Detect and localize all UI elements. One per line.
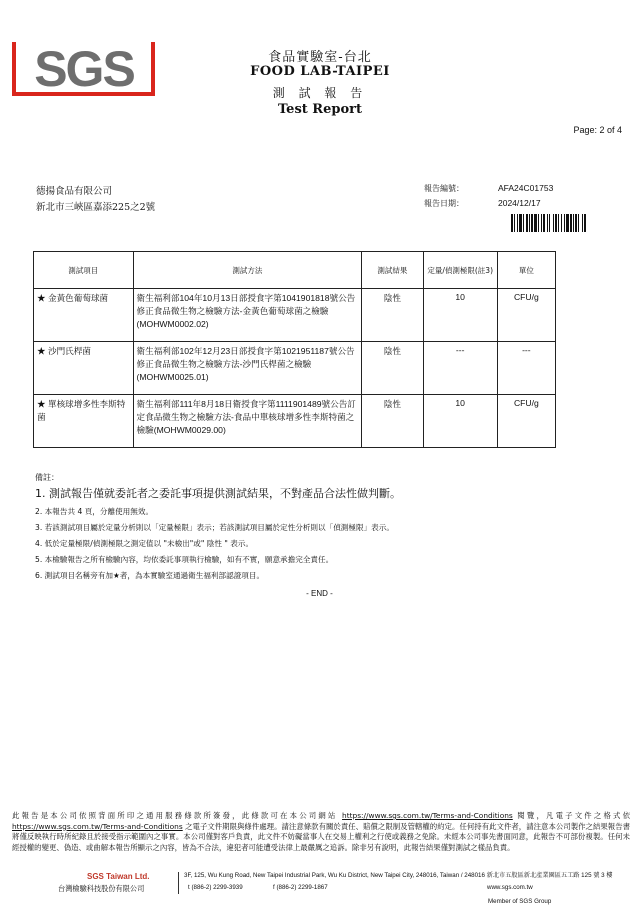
note-item: 4. 低於定量極限/偵測極限之測定值以 "未檢出"或" 陰性 " 表示。 <box>35 539 254 548</box>
barcode-bar <box>517 214 518 232</box>
barcode-bar <box>541 214 542 232</box>
cell-method: 衛生福利部111年8月18日衛授食字第1111901489號公告訂定食品微生物之檢驗方法-食品中單核球增多性李斯特菌之檢驗(MOHWM0029.00) <box>133 395 362 448</box>
footer-tel: t (886-2) 2299-3939 <box>188 884 243 891</box>
footer-company-cn: 台灣檢驗科技股份有限公司 <box>58 884 145 893</box>
header-test-result: 測試結果 <box>362 252 423 289</box>
barcode-bar <box>555 214 557 232</box>
note-item: 6. 測試項目名稱旁有加★者，為本實驗室通過衛生福利部認證項目。 <box>35 571 265 580</box>
cell-result: 陰性 <box>362 395 423 448</box>
report-no-value: AFA24C01753 <box>498 183 554 193</box>
footer-member: Member of SGS Group <box>488 898 552 905</box>
barcode-bar <box>584 214 586 232</box>
footer-address: 3F, 125, Wu Kung Road, New Taipei Industrial Park, Wu Ku District, New Taipei City, 248016, Taiwan / 248016 新北市五股區新北產業園區五工路 125 號 3 樓 <box>184 872 613 879</box>
end-marker: - END - <box>306 589 333 598</box>
terms-link[interactable]: https://www.sgs.com.tw/Terms-and-Conditions <box>12 821 183 831</box>
cell-item: ★ 金黃色葡萄球菌 <box>34 289 134 342</box>
footer-company-en: SGS Taiwan Ltd. <box>87 872 150 881</box>
cell-limit: 10 <box>423 289 497 342</box>
lab-name-cn: 食品實驗室-台北 <box>268 50 372 65</box>
cell-item: ★ 沙門氏桿菌 <box>34 342 134 395</box>
note-item: 3. 若該測試項目屬於定量分析則以「定量極限」表示；若該測試項目屬於定性分析則以「偵測極限」表示。 <box>35 523 394 532</box>
disclaimer-part: 此報告是本公司依照背面所印之通用服務條款所簽發，此條款可在本公司網站 <box>12 811 343 820</box>
lab-name-en: FOOD LAB-TAIPEI <box>250 64 390 79</box>
terms-link[interactable]: https://www.sgs.com.tw/Terms-and-Conditions <box>342 811 513 820</box>
disclaimer-part: 之電子文件期限與條件處理。請注意條款有關於責任、賠償之限制及管轄權的約定。任何持有此文件者，請注意本公司製作之結果報告書將僅反映執行時所紀錄且於接受指示範圍內之事實。本公司僅對客戶負責，此文件不妨礙當事人在交易上權利之行使或義務之免除。未經本公司事先書面同意，此報告不可部份複製。任何未經授權的變更、偽造、或曲解本報告所顯示之內容，皆為不合法，違犯者可能遭受法律上最嚴厲之追訴。除非另有說明，此報告結果僅對測試之樣品負責。 <box>12 821 630 852</box>
cell-result: 陰性 <box>362 289 423 342</box>
report-no-label: 報告編號： <box>424 184 464 193</box>
header-test-method: 測試方法 <box>133 252 362 289</box>
report-title-en: Test Report <box>278 102 362 117</box>
cell-result: 陰性 <box>362 342 423 395</box>
note-item: 2. 本報告共 4 頁，分離使用無效。 <box>35 507 154 516</box>
table-row <box>34 342 556 395</box>
report-title-cn: 測 試 報 告 <box>272 86 368 100</box>
barcode-bar <box>561 214 562 232</box>
results-table <box>33 251 556 448</box>
barcode-bar <box>547 214 548 232</box>
barcode-bar <box>519 214 522 232</box>
barcode <box>511 214 606 232</box>
cell-method: 衛生福利部102年12月23日部授食字第1021951187號公告修正食品微生物之檢驗方法-沙門氏桿菌之檢驗(MOHWM0025.01) <box>133 342 362 395</box>
barcode-bar <box>578 214 579 232</box>
barcode-bar <box>526 214 528 232</box>
cell-unit: CFU/g <box>497 395 555 448</box>
barcode-bar <box>573 214 574 232</box>
cell-limit: --- <box>423 342 497 395</box>
footer-disclaimer <box>12 811 630 853</box>
note-item: 1. 測試報告僅就委託者之委託事項提供測試結果，不對產品合法性做判斷。 <box>35 487 401 500</box>
client-name: 德揚食品有限公司 <box>36 186 113 197</box>
report-date-value: 2024/12/17 <box>498 198 541 208</box>
barcode-bar <box>514 214 515 232</box>
notes-section <box>35 472 605 587</box>
barcode-bar <box>582 214 583 232</box>
footer-divider <box>178 872 179 894</box>
barcode-bar <box>531 214 533 232</box>
footer-website: www.sgs.com.tw <box>487 884 533 891</box>
cell-method: 衛生福利部104年10月13日部授食字第1041901818號公告修正食品微生物之檢驗方法-金黃色葡萄球菌之檢驗(MOHWM0002.02) <box>133 289 362 342</box>
logo-text: SGS <box>34 42 134 97</box>
barcode-bar <box>558 214 559 232</box>
header-limit: 定量/偵測極限(註3) <box>423 252 497 289</box>
barcode-bar <box>543 214 545 232</box>
cell-limit: 10 <box>423 395 497 448</box>
report-date-label: 報告日期： <box>424 199 464 208</box>
barcode-bar <box>523 214 524 232</box>
barcode-bar <box>529 214 530 232</box>
header-test-item: 測試項目 <box>34 252 134 289</box>
table-row <box>34 289 556 342</box>
barcode-bar <box>511 214 513 232</box>
barcode-bar <box>566 214 569 232</box>
table-row <box>34 395 556 448</box>
barcode-bar <box>575 214 577 232</box>
barcode-bar <box>534 214 537 232</box>
barcode-bar <box>549 214 550 232</box>
footer-fax: f (886-2) 2299-1867 <box>273 884 328 891</box>
note-item: 5. 本檢驗報告之所有檢驗內容，均依委託事項執行檢驗，如有不實，願意承擔完全責任。 <box>35 555 334 564</box>
client-address: 新北市三峽區嘉添225之2號 <box>36 202 156 213</box>
header-unit: 單位 <box>497 252 555 289</box>
cell-item: ★ 單核球增多性李斯特菌 <box>34 395 134 448</box>
barcode-bar <box>570 214 572 232</box>
page-number: Page: 2 of 4 <box>573 125 622 135</box>
barcode-bar <box>538 214 539 232</box>
cell-unit: CFU/g <box>497 289 555 342</box>
barcode-bar <box>553 214 554 232</box>
barcode-bar <box>564 214 565 232</box>
table-header-row <box>34 252 556 289</box>
disclaimer-part: 閱覽，凡電子文件之格式依 <box>512 811 630 820</box>
sgs-logo <box>12 42 155 98</box>
notes-title: 備註： <box>35 473 59 482</box>
cell-unit: --- <box>497 342 555 395</box>
